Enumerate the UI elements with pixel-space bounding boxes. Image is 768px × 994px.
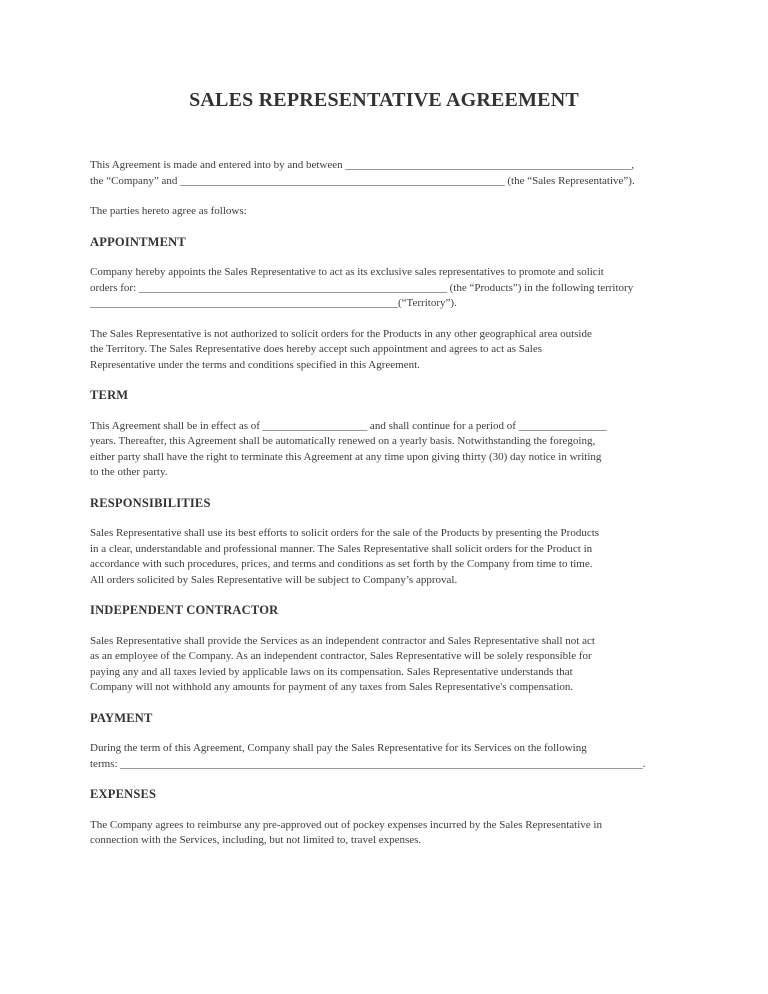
text-line: Company hereby appoints the Sales Representative to act as its exclusive sales representatives to promote and solicit (90, 266, 604, 278)
responsibilities-paragraph (90, 526, 678, 588)
text-line-with-products-blank: orders for: ________________________________________________________ (the “Products”) in the following territory (90, 281, 634, 294)
text-line: Sales Representative shall provide the Services as an independent contractor and Sales Representative shall not act (90, 634, 595, 647)
section-heading-payment: PAYMENT (90, 710, 153, 725)
section-responsibilities (90, 496, 678, 589)
text-line: to the other party. (90, 466, 168, 478)
appointment-paragraph-1 (90, 265, 678, 312)
text-line: the Territory. The Sales Representative does hereby accept such appointment and agrees to act as Sales (90, 343, 543, 355)
section-term (90, 388, 678, 481)
parties-agree-line: The parties hereto agree as follows: (90, 205, 247, 217)
expenses-paragraph (90, 818, 678, 849)
text-line: connection with the Services, including, but not limited to, travel expenses. (90, 834, 422, 846)
section-appointment (90, 235, 678, 374)
text-line: The Company agrees to reimburse any pre-approved out of pockey expenses incurred by the Sales Representative in (90, 818, 602, 831)
text-line: in a clear, understandable and professional manner. The Sales Representative shall solicit orders for the Product in (90, 542, 593, 555)
document-title: SALES REPRESENTATIVE AGREEMENT (189, 89, 579, 111)
section-heading-responsibilities: RESPONSIBILITIES (90, 495, 211, 510)
term-paragraph (90, 419, 678, 481)
section-heading-appointment: APPOINTMENT (90, 234, 186, 249)
intro-line-with-representative-blank: the “Company” and ___________________________________________________________ (the “Sales Representative”). (90, 174, 635, 187)
section-payment (90, 711, 678, 773)
section-independent-contractor (90, 603, 678, 696)
independent-contractor-paragraph (90, 634, 678, 696)
text-line: either party shall have the right to terminate this Agreement at any time upon giving thirty (30) day notice in writing (90, 450, 602, 463)
text-line: as an employee of the Company. As an independent contractor, Sales Representative will be solely responsible for (90, 650, 592, 662)
payment-paragraph (90, 741, 678, 772)
intro-line-with-company-blank: This Agreement is made and entered into by and between ____________________________________________________, (90, 159, 635, 171)
text-line-with-date-and-period-blanks: This Agreement shall be in effect as of ___________________ and shall continue for a period of ________________ (90, 419, 607, 432)
text-line: accordance with such procedures, prices, and terms and conditions as set forth by the Company from time to time. (90, 558, 593, 570)
section-heading-term: TERM (90, 388, 129, 402)
intro-paragraph (90, 158, 678, 189)
appointment-paragraph-2 (90, 327, 678, 374)
section-expenses (90, 787, 678, 849)
text-line: The Sales Representative is not authorized to solicit orders for the Products in any other geographical area outside (90, 327, 592, 340)
text-line: paying any and all taxes levied by applicable laws on its compensation. Sales Representative understands that (90, 665, 573, 678)
text-line: years. Thereafter, this Agreement shall be automatically renewed on a yearly basis. Notwithstanding the foregoing, (90, 435, 596, 447)
section-heading-expenses: EXPENSES (90, 787, 157, 801)
text-line: Company will not withhold any amounts for payment of any taxes from Sales Representative's compensation. (90, 681, 574, 693)
text-line: During the term of this Agreement, Company shall pay the Sales Representative for its Services on the following (90, 742, 587, 754)
section-heading-independent-contractor: INDEPENDENT CONTRACTOR (90, 603, 279, 617)
text-line-with-terms-blank: terms: _______________________________________________________________________________________________. (90, 757, 646, 770)
text-line: All orders solicited by Sales Representative will be subject to Company’s approval. (90, 573, 458, 586)
parties-agree-paragraph (90, 204, 678, 220)
text-line-with-territory-blank: ________________________________________________________(“Territory”). (90, 297, 457, 309)
text-line: Representative under the terms and conditions specified in this Agreement. (90, 358, 420, 371)
text-line: Sales Representative shall use its best efforts to solicit orders for the sale of the Products by presenting the Products (90, 527, 600, 539)
